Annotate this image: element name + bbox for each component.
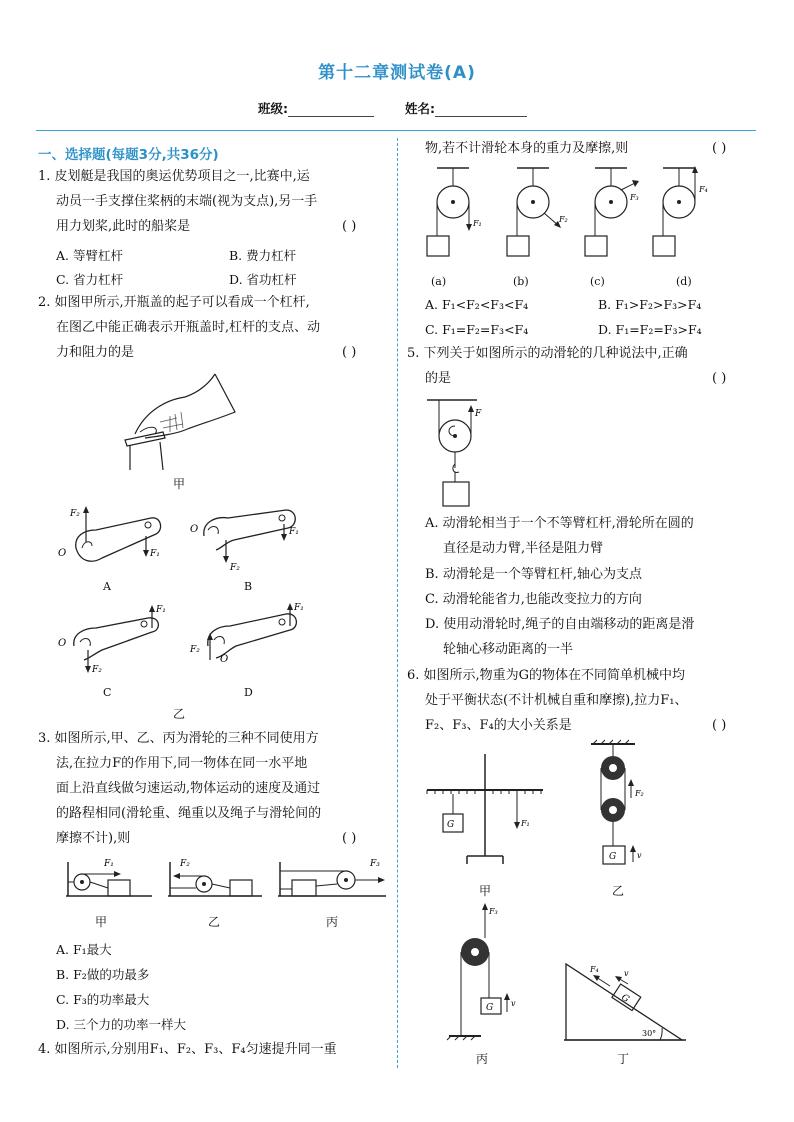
svg-text:F₁: F₁	[150, 549, 160, 559]
q4-option-c: C. F₁=F₂=F₃<F₄	[425, 322, 529, 337]
q6-movable-pulley-figure	[445, 900, 535, 1045]
q6-lever-figure	[425, 752, 550, 870]
option-b-label: B	[244, 580, 253, 593]
svg-text:v: v	[624, 969, 629, 978]
header-rule	[36, 130, 756, 131]
q3-fig-yi: 乙	[208, 915, 221, 929]
svg-text:O: O	[220, 654, 229, 665]
q2-answer-paren[interactable]: ( )	[342, 345, 357, 360]
q5-line-1: 5. 下列关于如图所示的动滑轮的几种说法中,正确	[407, 346, 688, 361]
q5-line-2: 的是	[425, 371, 452, 386]
q6-line-3: F₂、F₃、F₄的大小关系是	[425, 718, 572, 733]
q4-fig-b: (b)	[513, 275, 529, 288]
q3-line-3: 面上沿直线做匀速运动,物体运动的速度及通过	[56, 781, 321, 796]
q6-pulley-block-figure	[585, 738, 655, 868]
svg-text:F₃: F₃	[370, 859, 380, 869]
svg-text:F₁: F₁	[104, 859, 114, 869]
svg-text:F₁: F₁	[289, 527, 299, 537]
option-a-label: A	[103, 580, 111, 593]
svg-text:F₂: F₂	[70, 509, 80, 519]
column-divider	[397, 138, 398, 1068]
q3-line-5: 摩擦不计),则	[56, 831, 131, 846]
q3-line-1: 3. 如图所示,甲、乙、丙为滑轮的三种不同使用方	[38, 731, 319, 746]
incline-angle: 30°	[642, 1029, 657, 1038]
q6-line-1: 6. 如图所示,物重为G的物体在不同简单机械中均	[407, 668, 686, 683]
q4-answer-paren[interactable]: ( )	[712, 141, 727, 156]
svg-text:F₂: F₂	[180, 859, 190, 869]
q1-option-d: D. 省功杠杆	[229, 272, 297, 287]
q5-option-d-cont: 轮轴心移动距离的一半	[443, 642, 574, 657]
q2-line-3: 力和阻力的是	[56, 345, 135, 360]
svg-text:O: O	[58, 638, 67, 649]
q3-option-d: D. 三个力的功率一样大	[56, 1017, 187, 1032]
fig-yi-label: 乙	[173, 707, 186, 721]
fixed-pulley-figures	[425, 164, 725, 274]
name-field[interactable]	[405, 99, 527, 117]
svg-text:F₁: F₁	[521, 819, 530, 828]
q1-line-1: 1. 皮划艇是我国的奥运优势项目之一,比赛中,运	[38, 169, 310, 184]
q5-option-b: B. 动滑轮是一个等臂杠杆,轴心为支点	[425, 567, 642, 582]
class-label: 班级:	[258, 101, 288, 116]
name-blank[interactable]	[435, 103, 527, 117]
option-c-label: C	[103, 686, 112, 699]
q5-option-c: C. 动滑轮能省力,也能改变拉力的方向	[425, 592, 642, 607]
svg-text:F₂: F₂	[92, 665, 102, 675]
q6-fig-ding: 丁	[617, 1052, 630, 1066]
opener-option-a	[56, 500, 166, 580]
q1-answer-paren[interactable]: ( )	[342, 219, 357, 234]
svg-text:G: G	[609, 852, 617, 862]
q3-fig-jia: 甲	[95, 915, 108, 929]
q1-option-b: B. 费力杠杆	[229, 248, 297, 263]
q3-line-4: 的路程相同(滑轮重、绳重以及绳子与滑轮间的	[56, 806, 322, 821]
q4-option-b: B. F₁>F₂>F₃>F₄	[598, 297, 702, 312]
q4-fig-c: (c)	[590, 275, 605, 288]
q4-option-a: A. F₁<F₂<F₃<F₄	[425, 297, 529, 312]
q3-answer-paren[interactable]: ( )	[342, 831, 357, 846]
q1-option-c: C. 省力杠杆	[56, 272, 124, 287]
horizontal-pulley-figures	[56, 852, 396, 908]
svg-text:F₁: F₁	[156, 605, 166, 615]
bottle-opener-hand-figure	[115, 372, 245, 472]
fig-jia-label: 甲	[173, 477, 186, 491]
q3-option-a: A. F₁最大	[56, 942, 112, 957]
svg-text:G: G	[486, 1003, 494, 1013]
q1-line-2: 动员一手支撑住桨柄的末端(视为支点),另一手	[56, 194, 318, 209]
svg-text:F₃: F₃	[489, 907, 498, 916]
movable-pulley-figure	[425, 396, 495, 508]
q4-line-1: 4. 如图所示,分别用F₁、F₂、F₃、F₄匀速提升同一重	[38, 1042, 337, 1057]
svg-text:F₂: F₂	[190, 645, 200, 655]
q3-fig-bing: 丙	[326, 915, 339, 929]
q5-answer-paren[interactable]: ( )	[712, 371, 727, 386]
section-heading: 一、选择题(每题3分,共36分)	[38, 147, 219, 163]
q4-fig-d: (d)	[676, 275, 692, 288]
svg-text:F₂: F₂	[635, 789, 644, 798]
q6-incline-figure	[562, 960, 692, 1045]
q4-fig-a: (a)	[431, 275, 447, 288]
q2-line-2: 在图乙中能正确表示开瓶盖时,杠杆的支点、动	[56, 320, 321, 335]
svg-text:v: v	[637, 851, 642, 860]
class-blank[interactable]	[288, 103, 374, 117]
svg-text:F₃: F₃	[630, 193, 639, 202]
svg-text:F₁: F₁	[473, 219, 482, 228]
svg-text:F₂: F₂	[559, 215, 568, 224]
q3-option-c: C. F₃的功率最大	[56, 992, 150, 1007]
class-field[interactable]	[258, 99, 374, 117]
q1-option-a: A. 等臂杠杆	[56, 248, 123, 263]
q5-option-d: D. 使用动滑轮时,绳子的自由端移动的距离是滑	[425, 617, 695, 632]
opener-option-d	[186, 600, 306, 680]
svg-text:F₂: F₂	[230, 563, 240, 573]
q3-line-2: 法,在拉力F的作用下,同一物体在同一水平地	[56, 756, 308, 771]
page-title: 第十二章测试卷(A)	[318, 63, 476, 83]
svg-text:O: O	[58, 548, 67, 559]
q6-fig-yi: 乙	[612, 884, 625, 898]
name-label: 姓名:	[405, 101, 435, 116]
q4-option-d: D. F₁=F₂=F₃>F₄	[598, 322, 702, 337]
q6-line-2: 处于平衡状态(不计机械自重和摩擦),拉力F₁、	[425, 693, 688, 708]
svg-text:F: F	[475, 409, 482, 419]
q4-line-2: 物,若不计滑轮本身的重力及摩擦,则	[425, 141, 629, 156]
q2-line-1: 2. 如图甲所示,开瓶盖的起子可以看成一个杠杆,	[38, 295, 310, 310]
svg-text:F₄: F₄	[590, 965, 599, 974]
svg-text:G: G	[619, 992, 631, 1005]
q3-option-b: B. F₂做的功最多	[56, 967, 150, 982]
q6-answer-paren[interactable]: ( )	[712, 718, 727, 733]
q5-option-a-cont: 直径是动力臂,半径是阻力臂	[443, 541, 604, 556]
svg-text:F₁: F₁	[294, 603, 304, 613]
q5-option-a: A. 动滑轮相当于一个不等臂杠杆,滑轮所在圆的	[425, 516, 694, 531]
q6-fig-bing: 丙	[476, 1052, 489, 1066]
option-d-label: D	[244, 686, 253, 699]
svg-text:F₄: F₄	[699, 185, 708, 194]
svg-text:v: v	[511, 999, 516, 1008]
q6-fig-jia: 甲	[479, 884, 492, 898]
svg-text:G: G	[447, 820, 455, 830]
svg-text:O: O	[190, 524, 199, 535]
opener-option-c	[56, 600, 166, 680]
opener-option-b	[186, 500, 306, 580]
q1-line-3: 用力划桨,此时的船桨是	[56, 219, 191, 234]
